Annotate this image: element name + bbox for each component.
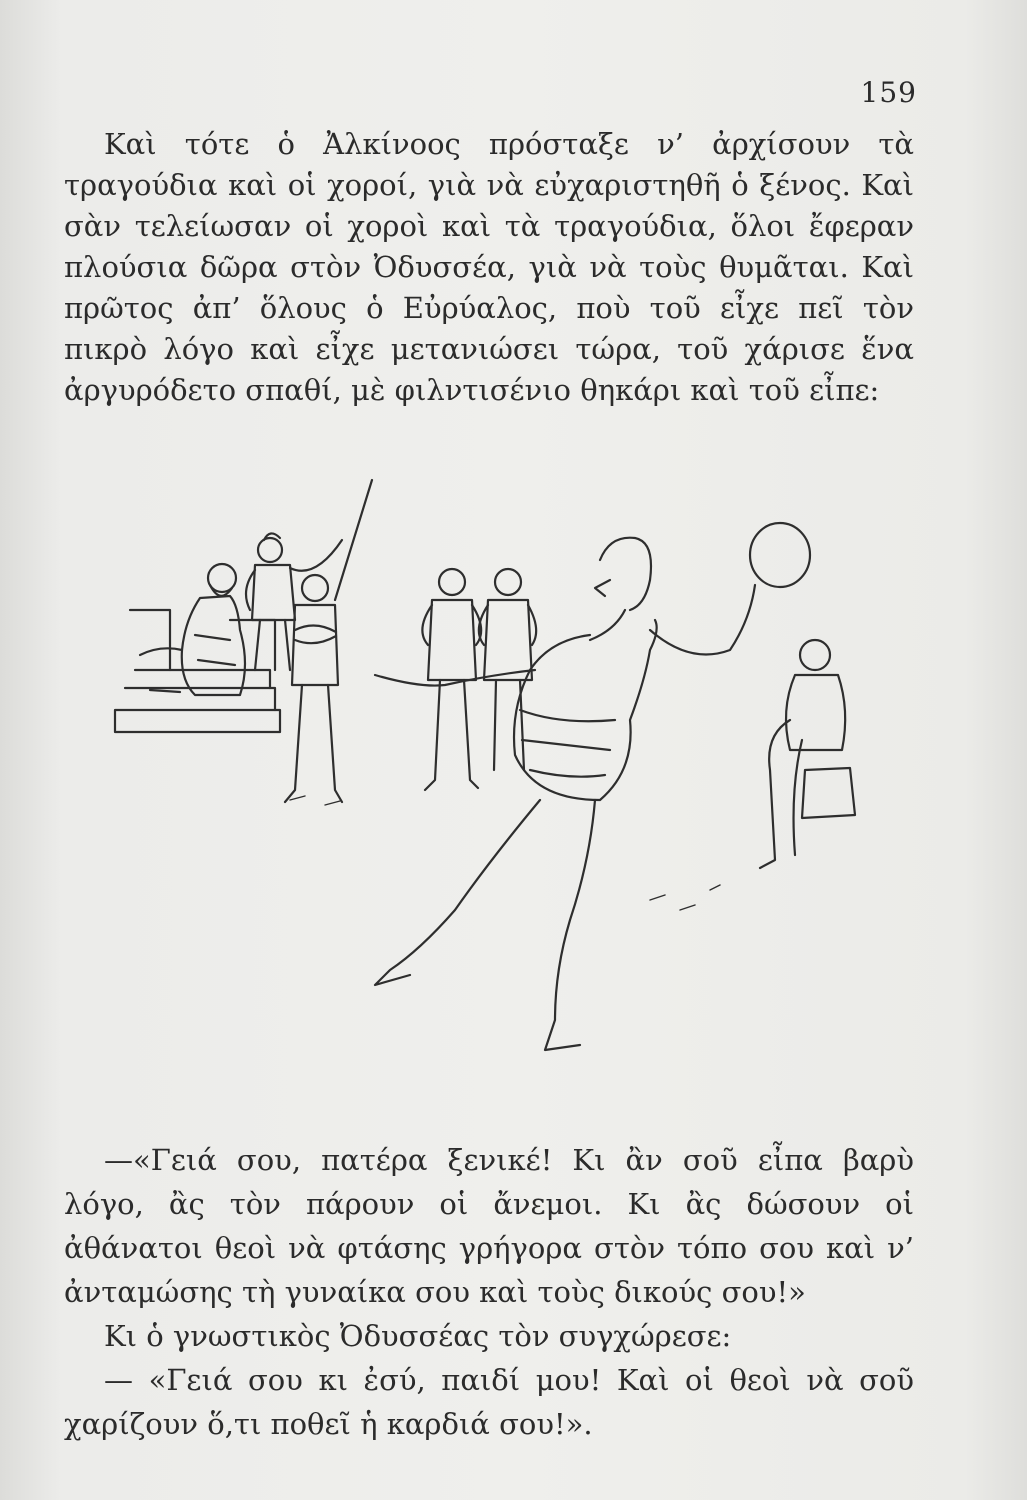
ground-hatching <box>290 796 720 910</box>
standing-youths-figures <box>422 569 536 790</box>
odysseus-throwing-figure <box>375 523 810 1050</box>
bottom-paragraph-1: —«Γειά σου, πατέρα ξενικέ! Κι ἂν σοῦ εἶπα βαρὺ λόγο, ἂς τὸν πάρουν οἱ ἄνεμοι. Κι ἂς δώσουν οἱ ἀθάνατοι θεοὶ νὰ φτάσης γρήγορα στὸν τόπο σου καὶ ν’ ἀνταμώσης τὴ γυναίκα σου καὶ τοὺς δικούς σου!» <box>64 1143 914 1309</box>
standing-warrior-figure <box>246 480 372 670</box>
seated-king-figure <box>140 564 245 695</box>
top-paragraph-block <box>64 124 914 411</box>
page-number: 159 <box>860 76 917 109</box>
bottom-paragraph-2: Κι ὁ γνωστικὸς Ὀδυσσέας τὸν συγχώρεσε: <box>104 1319 732 1353</box>
illustration-discus-throw <box>90 470 890 1090</box>
bottom-paragraph-3: — «Γειά σου κι ἐσύ, παιδί μου! Καὶ οἱ θεοὶ νὰ σοῦ χαρίζουν ὅ,τι ποθεῖ ἡ καρδιά σου!». <box>64 1363 914 1441</box>
seated-youth-figure <box>760 640 855 868</box>
top-paragraph: Καὶ τότε ὁ Ἀλκίνοος πρόσταξε ν’ ἀρχίσουν τὰ τραγούδια καὶ οἱ χοροί, γιὰ νὰ εὐχαριστηθῆ ὁ ξένος. Καὶ σὰν τελείωσαν οἱ χοροὶ καὶ τὰ τραγούδια, ὅλοι ἔφεραν πλούσια δῶρα στὸν Ὀδυσσέα, γιὰ νὰ τοὺς θυμᾶται. Καὶ πρῶτος ἀπ’ ὅλους ὁ Εὐρύαλος, ποὺ τοῦ εἶχε πεῖ τὸν πικρὸ λόγο καὶ εἶχε μετανιώσει τώρα, τοῦ χάρισε ἕνα ἀργυρόδετο σπαθί, μὲ φιλντισένιο θηκάρι καὶ τοῦ εἶπε: <box>64 127 914 407</box>
bottom-text-block <box>64 1138 914 1446</box>
